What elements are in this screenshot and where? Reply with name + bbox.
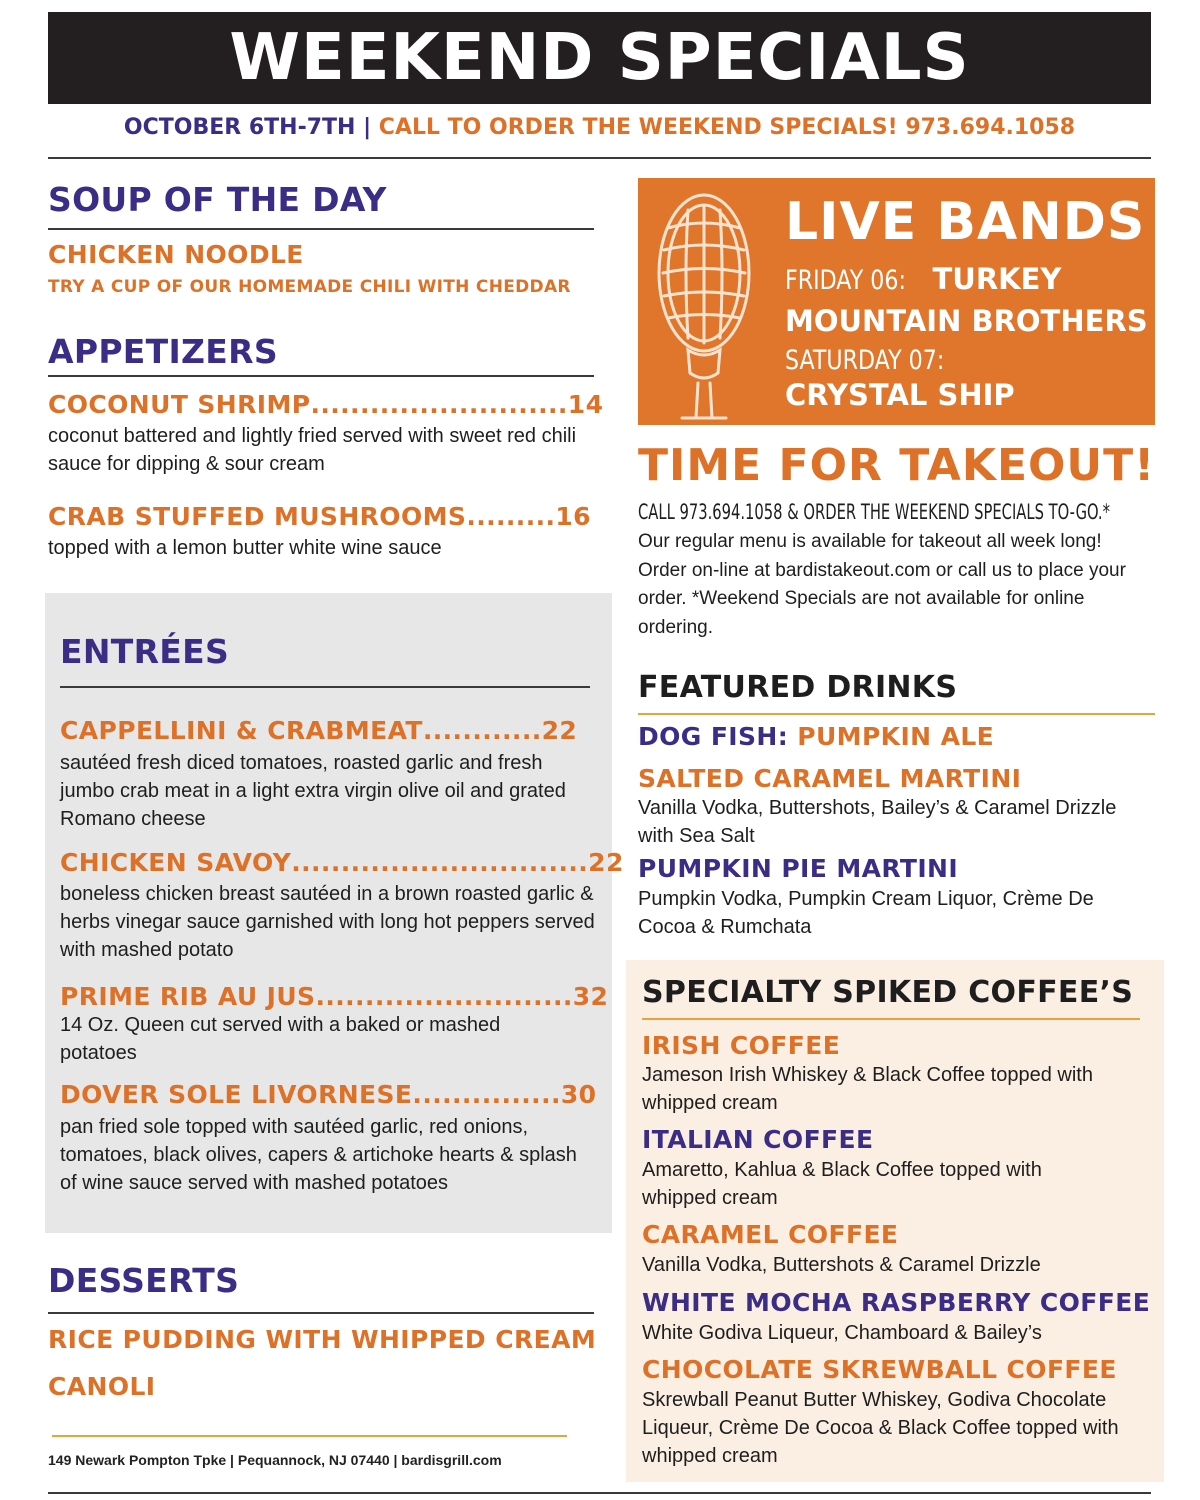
entrees-title: ENTRÉES xyxy=(60,632,230,671)
item-price: 30 xyxy=(560,1080,597,1109)
item-name: CAPPELLINI & CRABMEAT xyxy=(60,716,423,745)
drinks-title: FEATURED DRINKS xyxy=(638,670,958,705)
desserts-title: DESSERTS xyxy=(48,1261,240,1300)
header-divider xyxy=(48,157,1151,159)
item-name: PRIME RIB AU JUS xyxy=(60,982,316,1011)
soup-name: CHICKEN NOODLE xyxy=(48,240,304,269)
header-separator: | xyxy=(355,115,379,140)
friday-label: FRIDAY 06: xyxy=(785,265,906,296)
item-price: 14 xyxy=(567,390,604,419)
item-leader: .............................. xyxy=(291,848,589,877)
friday-band-name: TURKEY xyxy=(932,262,1062,296)
item-price: 22 xyxy=(588,848,624,877)
takeout-call-line: CALL 973.694.1058 & ORDER THE WEEKEND SPECIALS TO-GO.* xyxy=(638,500,1110,524)
entree-item xyxy=(60,716,590,745)
saturday-label-text: SATURDAY 07: xyxy=(785,345,945,376)
appetizers-title: APPETIZERS xyxy=(48,332,278,371)
item-description: pan fried sole topped with sautéed garlic, red onions, tomatoes, black olives, capers & artichoke hearts & splash of wine sauce served with mashed potatoes xyxy=(60,1116,577,1194)
entree-item xyxy=(60,848,624,877)
takeout-title: TIME FOR TAKEOUT! xyxy=(638,440,1156,491)
takeout-body: Our regular menu is available for takeout all week long! Order on-line at bardistakeout.com or call us to place your order. *Weekend Specials are not available for online ordering. xyxy=(638,531,1126,638)
drink-name: SALTED CARAMEL MARTINI xyxy=(638,764,1022,793)
beer-brand: DOG FISH: xyxy=(638,722,798,751)
drink-description: Vanilla Vodka, Buttershots, Bailey’s & Caramel Drizzle with Sea Salt xyxy=(638,797,1117,847)
coffee-name: CHOCOLATE SKREWBALL COFFEE xyxy=(642,1355,1117,1384)
live-bands-title: LIVE BANDS xyxy=(785,192,1146,252)
item-description: coconut battered and lightly fried served with sweet red chili sauce for dipping & sour cream xyxy=(48,425,577,475)
item-name: CRAB STUFFED MUSHROOMS xyxy=(48,502,467,531)
entree-item xyxy=(60,982,609,1011)
item-name: CHICKEN SAVOY xyxy=(60,848,292,877)
footer-address: 149 Newark Pompton Tpke | Pequannock, NJ 07440 | bardisgrill.com xyxy=(48,1452,502,1468)
coffee-description: Skrewball Peanut Butter Whiskey, Godiva Chocolate Liqueur, Crème De Cocoa & Black Coffee topped with whipped cream xyxy=(642,1389,1119,1467)
coffee-description: Amaretto, Kahlua & Black Coffee topped with whipped cream xyxy=(642,1159,1042,1209)
saturday-band-name: CRYSTAL SHIP xyxy=(785,378,1015,412)
coffees-divider xyxy=(642,1018,1140,1020)
item-leader: .......................... xyxy=(315,982,573,1011)
drink-name: PUMPKIN PIE MARTINI xyxy=(638,854,959,883)
item-leader: ............ xyxy=(422,716,542,745)
item-description: topped with a lemon butter white wine sauce xyxy=(48,537,442,559)
coffee-name: WHITE MOCHA RASPBERRY COFFEE xyxy=(642,1288,1151,1317)
appetizer-item xyxy=(48,502,594,531)
friday-band xyxy=(785,262,1061,296)
item-name: COCONUT SHRIMP xyxy=(48,390,311,419)
footer-divider xyxy=(48,1492,1151,1494)
page-title: WEEKEND SPECIALS xyxy=(229,21,970,95)
coffee-name: CARAMEL COFFEE xyxy=(642,1220,899,1249)
soup-note: TRY A CUP OF OUR HOMEMADE CHILI WITH CHEDDAR xyxy=(48,277,571,297)
soup-title: SOUP OF THE DAY xyxy=(48,180,387,219)
entree-item xyxy=(60,1080,597,1109)
beer-item xyxy=(638,722,994,751)
item-leader: ............... xyxy=(412,1080,561,1109)
saturday-label xyxy=(785,342,979,376)
microphone-icon xyxy=(638,178,768,425)
coffee-description: Jameson Irish Whiskey & Black Coffee topped with whipped cream xyxy=(642,1064,1093,1114)
appetizer-item xyxy=(48,390,604,419)
drink-description: Pumpkin Vodka, Pumpkin Cream Liquor, Crème De Cocoa & Rumchata xyxy=(638,888,1094,938)
coffee-name: IRISH COFFEE xyxy=(642,1031,841,1060)
item-leader: .......................... xyxy=(310,390,568,419)
dessert-item: CANOLI xyxy=(48,1372,156,1401)
entrees-divider xyxy=(60,686,590,688)
coffee-description: White Godiva Liqueur, Chamboard & Bailey’s xyxy=(642,1322,1042,1344)
header-subtitle xyxy=(48,115,1151,140)
item-description: sautéed fresh diced tomatoes, roasted garlic and fresh jumbo crab meat in a light extra virgin olive oil and grated Romano cheese xyxy=(60,752,566,830)
item-price: 22 xyxy=(541,716,578,745)
footer-accent-line xyxy=(52,1435,567,1437)
item-price: 16 xyxy=(555,502,591,531)
item-price: 32 xyxy=(572,982,609,1011)
header-call: CALL TO ORDER THE WEEKEND SPECIALS! 973.694.1058 xyxy=(378,115,1076,140)
item-leader: ......... xyxy=(466,502,556,531)
item-description: boneless chicken breast sautéed in a brown roasted garlic & herbs vinegar sauce garnished with long hot peppers served with mashed potato xyxy=(60,883,595,961)
desserts-divider xyxy=(48,1312,594,1314)
beer-name: PUMPKIN ALE xyxy=(797,722,995,751)
header-dates: OCTOBER 6TH-7TH xyxy=(123,115,356,140)
item-description: 14 Oz. Queen cut served with a baked or mashed potatoes xyxy=(60,1014,501,1064)
coffees-title: SPECIALTY SPIKED COFFEE’S xyxy=(642,975,1134,1010)
item-name: DOVER SOLE LIVORNESE xyxy=(60,1080,413,1109)
drinks-divider xyxy=(638,713,1155,715)
dessert-item: RICE PUDDING WITH WHIPPED CREAM xyxy=(48,1325,597,1354)
coffee-description: Vanilla Vodka, Buttershots & Caramel Drizzle xyxy=(642,1254,1041,1276)
soup-divider xyxy=(48,228,594,230)
coffee-name: ITALIAN COFFEE xyxy=(642,1125,874,1154)
friday-band-cont: MOUNTAIN BROTHERS xyxy=(785,304,1148,338)
appetizers-divider xyxy=(48,375,594,377)
